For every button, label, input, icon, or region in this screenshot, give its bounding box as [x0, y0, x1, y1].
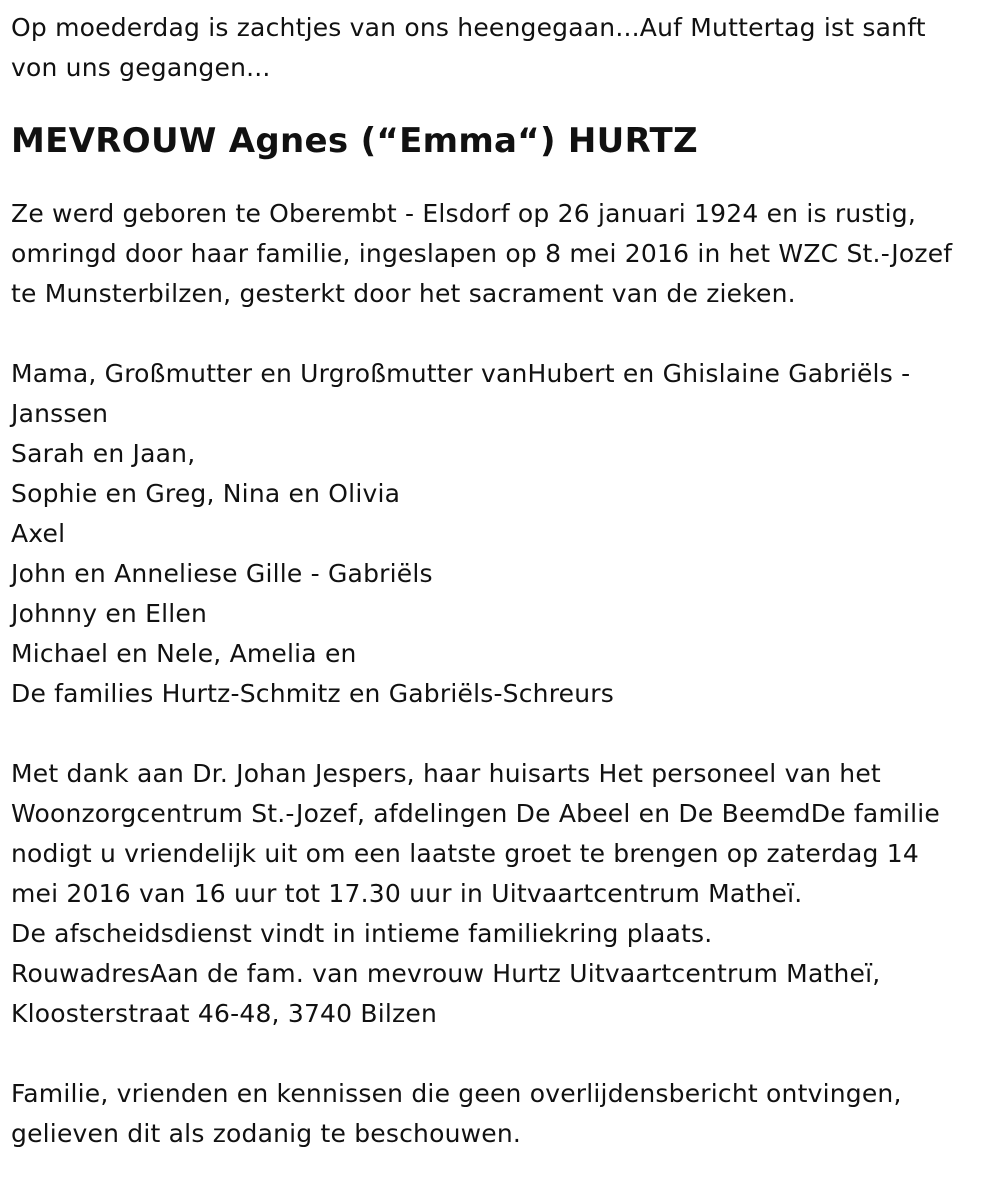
thanks-line: RouwadresAan de fam. van mevrouw Hurtz Uitvaartcentrum Matheï, — [11, 959, 881, 988]
family-line: Sophie en Greg, Nina en Olivia — [11, 479, 401, 508]
intro-line: von uns gegangen... — [11, 53, 271, 82]
family-line: Mama, Großmutter en Urgroßmutter vanHubert en Ghislaine Gabriëls - — [11, 359, 911, 388]
birth-line: te Munsterbilzen, gesterkt door het sacrament van de zieken. — [11, 279, 796, 308]
family-line: Sarah en Jaan, — [11, 439, 196, 468]
birth-paragraph — [11, 194, 990, 314]
intro-paragraph — [11, 8, 990, 88]
family-line: Janssen — [11, 399, 109, 428]
family-line: Michael en Nele, Amelia en — [11, 639, 357, 668]
thanks-line: Kloosterstraat 46-48, 3740 Bilzen — [11, 999, 438, 1028]
thanks-line: mei 2016 van 16 uur tot 17.30 uur in Uitvaartcentrum Matheï. — [11, 879, 803, 908]
thanks-line: De afscheidsdienst vindt in intieme familiekring plaats. — [11, 919, 713, 948]
closing-paragraph — [11, 1074, 990, 1154]
family-line: John en Anneliese Gille - Gabriëls — [11, 559, 433, 588]
family-line: Axel — [11, 519, 66, 548]
birth-line: Ze werd geboren te Oberembt - Elsdorf op 26 januari 1924 en is rustig, — [11, 199, 917, 228]
intro-line: Op moederdag is zachtjes van ons heengegaan...Auf Muttertag ist sanft — [11, 13, 926, 42]
deceased-name: MEVROUW Agnes (“Emma“) HURTZ — [11, 121, 698, 161]
thanks-line: Woonzorgcentrum St.-Jozef, afdelingen De Abeel en De BeemdDe familie — [11, 799, 941, 828]
family-line: Johnny en Ellen — [11, 599, 208, 628]
thanks-paragraph — [11, 754, 990, 1034]
closing-line: Familie, vrienden en kennissen die geen overlijdensbericht ontvingen, — [11, 1079, 902, 1108]
closing-line: gelieven dit als zodanig te beschouwen. — [11, 1119, 522, 1148]
birth-line: omringd door haar familie, ingeslapen op 8 mei 2016 in het WZC St.-Jozef — [11, 239, 953, 268]
thanks-line: nodigt u vriendelijk uit om een laatste groet te brengen op zaterdag 14 — [11, 839, 919, 868]
family-line: De families Hurtz-Schmitz en Gabriëls-Schreurs — [11, 679, 614, 708]
family-paragraph — [11, 354, 990, 714]
thanks-line: Met dank aan Dr. Johan Jespers, haar huisarts Het personeel van het — [11, 759, 881, 788]
